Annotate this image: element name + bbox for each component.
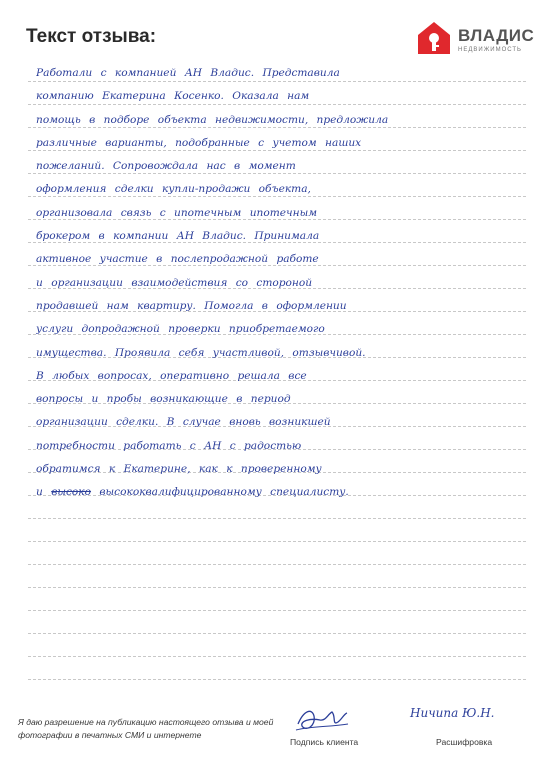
decoding-label: Расшифровка	[436, 737, 493, 747]
signature-label: Подпись клиента	[290, 737, 359, 747]
review-line: организации сделки. В случае вновь возникшей	[36, 416, 331, 429]
review-line: организовала связь с ипотечным ипотечным	[36, 206, 318, 219]
review-line: В любых вопросах, оперативно решала все	[36, 369, 307, 382]
ruled-line	[28, 679, 526, 680]
client-signature	[292, 704, 352, 738]
ruled-line	[28, 633, 526, 634]
review-last-line	[36, 481, 526, 504]
review-line: пожеланий. Сопровождала нас в момент	[36, 160, 296, 173]
review-line: Работали с компанией АН Владис. Представила	[36, 67, 340, 79]
review-line: обратимся к Екатерине, как к проверенному	[36, 463, 322, 476]
review-line: брокером в компании АН Владис. Принимала	[36, 230, 320, 243]
logo-subtitle: НЕДВИЖИМОСТЬ	[458, 47, 522, 53]
review-line: продавшей нам квартиру. Помогла в оформлении	[36, 299, 347, 312]
last-line-rest: высококвалифицированному специалисту.	[91, 486, 349, 499]
ruled-line	[28, 518, 526, 519]
form-title: Текст отзыва:	[26, 26, 157, 47]
last-line-prefix: и	[36, 486, 52, 499]
ruled-line	[28, 610, 526, 611]
review-line: вопросы и пробы возникающие в период	[36, 393, 291, 406]
review-line: и организации взаимодействия со стороной	[36, 276, 313, 289]
publication-consent: Я даю разрешение на публикацию настоящего отзыва и моей фотографии в печатных СМИ и интернете	[18, 717, 274, 740]
ruled-line	[28, 587, 526, 588]
ruled-line	[28, 564, 526, 565]
review-line: оформления сделки купли-продажи объекта,	[36, 183, 311, 196]
review-line: активное участие в послепродажной работе	[36, 253, 319, 266]
review-line: потребности работать с АН с радостью	[36, 439, 302, 452]
handwritten-review	[36, 62, 526, 505]
decoding-value: Ничипа Ю.Н.	[410, 706, 495, 720]
review-line: различные варианты, подобранные с учетом наших	[36, 136, 362, 149]
struck-out-word: высоко	[51, 486, 92, 499]
review-line: помощь в подборе объекта недвижимости, предложила	[36, 113, 389, 126]
ruled-line	[28, 541, 526, 542]
review-line: имущества. Проявила себя участливой, отзывчивой.	[36, 346, 366, 359]
ruled-line	[28, 656, 526, 657]
logo-name: ВЛАДИС	[458, 26, 535, 45]
review-line: компанию Екатерина Косенко. Оказала нам	[36, 90, 310, 103]
review-line: услуги допродажной проверки приобретаемого	[36, 323, 325, 336]
